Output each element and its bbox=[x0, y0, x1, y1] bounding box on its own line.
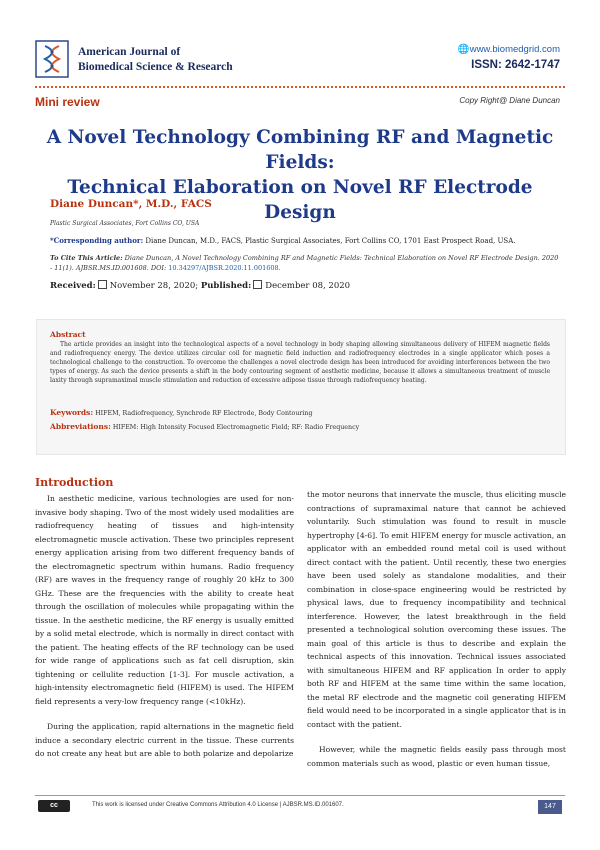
calendar-icon bbox=[98, 280, 107, 289]
article-title bbox=[30, 125, 570, 225]
title-line2: Technical Elaboration on Novel RF Electrode Design bbox=[67, 177, 533, 223]
author-name: Diane Duncan*, M.D., FACS bbox=[50, 198, 212, 210]
keywords-label: Keywords: bbox=[50, 408, 94, 417]
header-divider bbox=[35, 86, 565, 88]
section-heading-introduction: Introduction bbox=[35, 476, 114, 489]
abbreviations bbox=[50, 422, 359, 431]
paragraph: the motor neurons that innervate the muscle, thus eliciting muscle contractions of supramaximal nature that cannot be achieved voluntarily. Such stimulation was found to result in muscle hypertrophy [4-6]. To emit HIFEM energy for muscle activation, an applicator with an embedded round metal coil is used without direct contact with the patient. Until recently, these two energies have been used solely as standalone modalities, and their combination in close-space engineering would be restricted by physical laws, due to frequency incompatibility and technical interference. However, the latest breakthrough in the field presented a technological solution overcoming these issues. The main goal of this article is thus to describe and explain the technical aspects of this innovation. Technical issues associated with simultaneous HIFEM and RF application In order to apply both RF and HIFEM at the same time within the same location, the metal RF electrode and the magnetic coil generating HIFEM field would need to be incorporated in a single applicator that is in contact with the patient. bbox=[307, 490, 566, 729]
globe-icon: 🌐 bbox=[457, 44, 470, 55]
website-link[interactable]: 🌐www.biomedgrid.com bbox=[457, 44, 560, 55]
corresponding-author bbox=[50, 236, 516, 245]
journal-name-line2: Biomedical Science & Research bbox=[78, 61, 233, 73]
page-number: 147 bbox=[538, 800, 562, 814]
title-line1: A Novel Technology Combining RF and Magnetic Fields: bbox=[46, 127, 554, 173]
journal-name-line1: American Journal of bbox=[78, 46, 181, 58]
journal-name bbox=[78, 45, 233, 75]
article-type: Mini review bbox=[35, 95, 100, 109]
affiliation: Plastic Surgical Associates, Fort Collins CO, USA bbox=[50, 220, 200, 227]
received-label: Received: bbox=[50, 281, 96, 291]
journal-logo-icon bbox=[35, 40, 69, 78]
cite-text: Diane Duncan, A Novel Technology Combining RF and Magnetic Fields: Technical Elaboration on Novel RF Electrode Design. 2020 - 11(1). AJBSR.MS.ID.001608. DOI: bbox=[50, 254, 559, 272]
paragraph: However, while the magnetic fields easily pass through most common materials such as wood, plastic or even human tissue, bbox=[307, 745, 566, 768]
doi-link[interactable]: 10.34297/AJBSR.2020.11.001608. bbox=[168, 264, 281, 272]
corr-text: Diane Duncan, M.D., FACS, Plastic Surgical Associates, Fort Collins CO, 1701 East Prospect Road, USA. bbox=[143, 237, 516, 245]
paragraph: During the application, rapid alternations in the magnetic field induce a secondary electric current in the tissue. These currents do not create any heat but are able to both polarize and depolarize bbox=[35, 722, 294, 758]
abbrev-text: HIFEM: High Intensity Focused Electromagnetic Field; RF: Radio Frequency bbox=[110, 424, 360, 431]
citation bbox=[50, 253, 560, 273]
published-label: Published: bbox=[200, 281, 252, 291]
issn: ISSN: 2642-1747 bbox=[471, 59, 560, 71]
keywords bbox=[50, 408, 313, 417]
published-date: December 08, 2020 bbox=[265, 281, 351, 291]
cite-label: To Cite This Article: bbox=[50, 254, 123, 262]
corr-label: *Corresponding author: bbox=[50, 236, 144, 245]
received-date: November 28, 2020; bbox=[109, 281, 199, 291]
creative-commons-icon[interactable]: cc bbox=[38, 800, 70, 812]
license-text: This work is licensed under Creative Commons Attribution 4.0 License | AJBSR.MS.ID.001607. bbox=[92, 802, 344, 808]
abstract-heading: Abstract bbox=[50, 330, 86, 339]
abstract-text: The article provides an insight into the technological aspects of a novel technology in body shaping allowing simultaneous delivery of HIFEM magnetic fields and radiofrequency energy. The device utilizes circular coil for magnetic field induction and radiofrequency electrodes in a single applicator which poses a technological challenge to the construction. To overcome the challenges a novel electrode design has been introduced for avoiding interferences between the two types of energy. As such the device presents a shift in the body contouring segment of aesthetic medicine, because it allows a simultaneous treatment of muscle laxity through supramaximal muscle stimulation and reduction of excessive adipose tissue through radiofrequency heating. bbox=[50, 341, 550, 384]
right-column bbox=[307, 488, 566, 770]
dates bbox=[50, 280, 350, 291]
left-column bbox=[35, 492, 294, 761]
paragraph: In aesthetic medicine, various technologies are used for non-invasive body shaping. Two of the most widely used modalities are radiofrequency heating of tissues and high-intensity electromagnetic muscle activation. These two principles represent energy application arising from two different frequency bands of the electromagnetic spectrum within humans. Radio frequency (RF) are waves in the frequency range of roughly 20 kHz to 300 GHz. These are the frequencies with the ability to create heat through the oscillation of molecules while propagating within the tissue. In the aesthetic medicine, the RF energy is usually emitted by a solid metal electrode, which is normally in direct contact with the patient. The heating effects of the RF technology can be used for wide range of applications such as fat cell disruption, skin tightening or cellulite reduction [1-3]. For muscle activation, a high-intensity electromagnetic field (HIFEM) is used. The HIFEM field represents a very-low frequency range (<10kHz). bbox=[35, 494, 294, 706]
copyright: Copy Right@ Diane Duncan bbox=[459, 96, 560, 105]
footer-divider bbox=[35, 795, 565, 796]
keywords-text: HIFEM, Radiofrequency, Synchrode RF Electrode, Body Contouring bbox=[93, 410, 313, 417]
calendar-icon bbox=[253, 280, 262, 289]
abbrev-label: Abbreviations: bbox=[50, 422, 111, 431]
